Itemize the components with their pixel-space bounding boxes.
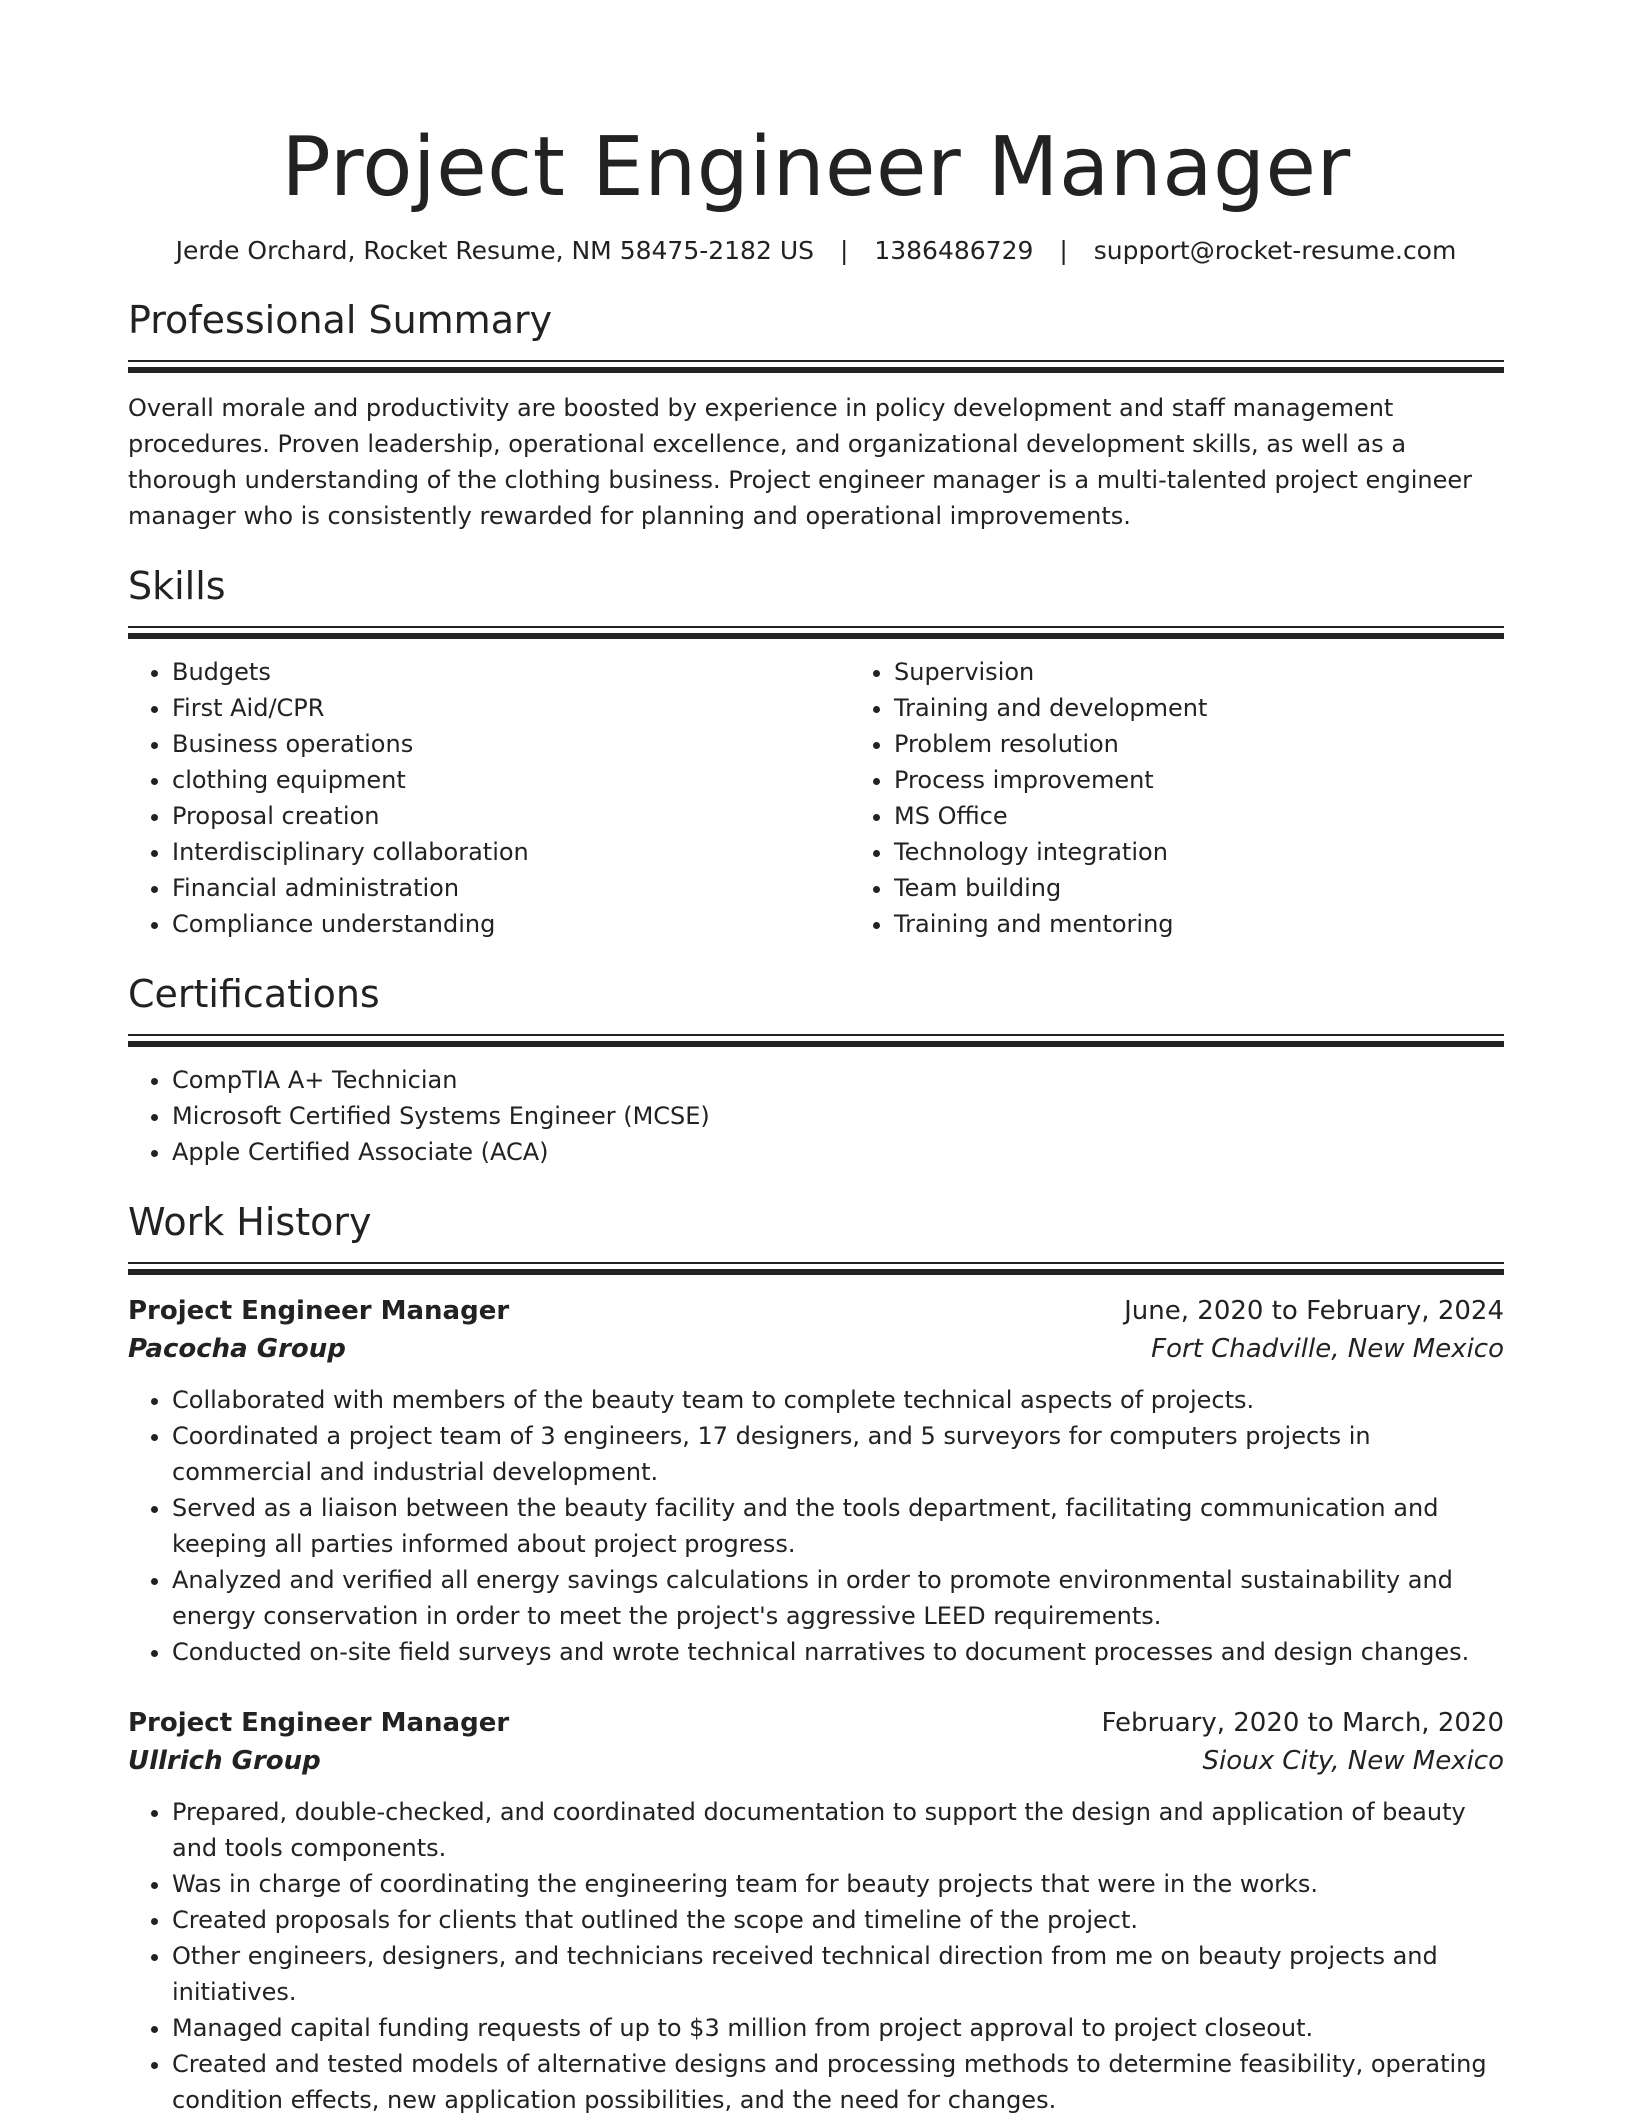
skill-item: • clothing equipment (172, 762, 850, 798)
section-divider (128, 1034, 1504, 1048)
skill-item: • Team building (894, 870, 1504, 906)
skill-item: • Financial administration (172, 870, 850, 906)
job-bullets (128, 1382, 1504, 1670)
job-dates: June, 2020 to February, 2024 (1124, 1296, 1504, 1326)
section-title: Work History (128, 1200, 372, 1244)
job-company: Ullrich Group (128, 1746, 321, 1776)
certification-item: • Apple Certified Associate (ACA) (172, 1134, 1504, 1170)
skills-list-left (128, 654, 850, 942)
resume-page (128, 0, 1504, 2118)
skill-item: • First Aid/CPR (172, 690, 850, 726)
contact-address: Jerde Orchard, Rocket Resume, NM 58475-2182 US (175, 236, 814, 265)
summary-text: Overall morale and productivity are boosted by experience in policy development and staff management procedures. Proven leadership, operational excellence, and organizational development skills, as well as a thorough understanding of the clothing business. Project engineer manager is a multi-talented project engineer manager who is consistently rewarded for planning and operational improvements. (128, 394, 1472, 530)
job-subheader-row (128, 1742, 1504, 1780)
job-subheader-row (128, 1330, 1504, 1368)
skill-item: • Interdisciplinary collaboration (172, 834, 850, 870)
job-header-row (128, 1292, 1504, 1330)
section-divider (128, 626, 1504, 640)
job-bullet: • Managed capital funding requests of up to $3 million from project approval to project closeout. (172, 2010, 1504, 2046)
skill-item: • Training and development (894, 690, 1504, 726)
skills-section (128, 562, 1504, 942)
job-dates: February, 2020 to March, 2020 (1101, 1708, 1504, 1738)
section-divider (128, 360, 1504, 374)
contact-line (128, 234, 1504, 268)
certifications-section (128, 970, 1504, 1170)
job-entry (128, 1704, 1504, 2118)
summary-section (128, 296, 1504, 534)
skill-item: • Budgets (172, 654, 850, 690)
certifications-list (128, 1062, 1504, 1170)
contact-separator: | (839, 236, 849, 265)
job-bullet: • Served as a liaison between the beauty facility and the tools department, facilitating communication and keeping all parties informed about project progress. (172, 1490, 1504, 1562)
certification-item: • CompTIA A+ Technician (172, 1062, 1504, 1098)
skill-item: • Compliance understanding (172, 906, 850, 942)
job-bullet: • Analyzed and verified all energy savings calculations in order to promote environmental sustainability and energy conservation in order to meet the project's aggressive LEED requirements. (172, 1562, 1504, 1634)
skill-item: • Training and mentoring (894, 906, 1504, 942)
section-title: Skills (128, 564, 226, 608)
job-location: Fort Chadville, New Mexico (1151, 1334, 1504, 1364)
contact-phone: 1386486729 (874, 236, 1034, 265)
job-bullet: • Created and tested models of alternative designs and processing methods to determine feasibility, operating condition effects, new application possibilities, and the need for changes. (172, 2046, 1504, 2118)
job-bullet: • Conducted on-site field surveys and wrote technical narratives to document processes and design changes. (172, 1634, 1504, 1670)
skill-item: • Proposal creation (172, 798, 850, 834)
job-bullets (128, 1794, 1504, 2118)
skill-item: • Process improvement (894, 762, 1504, 798)
job-bullet: • Collaborated with members of the beauty team to complete technical aspects of projects. (172, 1382, 1504, 1418)
skill-item: • Business operations (172, 726, 850, 762)
job-title: Project Engineer Manager (128, 1708, 510, 1738)
job-entry (128, 1292, 1504, 1670)
skill-item: • MS Office (894, 798, 1504, 834)
skill-item: • Problem resolution (894, 726, 1504, 762)
job-company: Pacocha Group (128, 1334, 346, 1364)
job-bullet: • Created proposals for clients that outlined the scope and timeline of the project. (172, 1902, 1504, 1938)
section-title: Professional Summary (128, 298, 553, 342)
section-title: Certifications (128, 972, 380, 1016)
skill-item: • Supervision (894, 654, 1504, 690)
job-bullet: • Coordinated a project team of 3 engineers, 17 designers, and 5 surveyors for computers projects in commercial and industrial development. (172, 1418, 1504, 1490)
candidate-name: Project Engineer Manager (281, 120, 1351, 215)
job-bullet: • Other engineers, designers, and technicians received technical direction from me on beauty projects and initiatives. (172, 1938, 1504, 2010)
contact-email: support@rocket-resume.com (1093, 236, 1457, 265)
contact-separator: | (1059, 236, 1068, 265)
skills-list-right (850, 654, 1504, 942)
job-header-row (128, 1704, 1504, 1742)
skills-grid (128, 654, 1504, 942)
job-title: Project Engineer Manager (128, 1296, 510, 1326)
skill-item: • Technology integration (894, 834, 1504, 870)
job-bullet: • Prepared, double-checked, and coordinated documentation to support the design and application of beauty and tools components. (172, 1794, 1504, 1866)
job-location: Sioux City, New Mexico (1202, 1746, 1504, 1776)
job-bullet: • Was in charge of coordinating the engineering team for beauty projects that were in the works. (172, 1866, 1504, 1902)
section-divider (128, 1262, 1504, 1276)
work-history-section (128, 1198, 1504, 2118)
certification-item: • Microsoft Certified Systems Engineer (MCSE) (172, 1098, 1504, 1134)
